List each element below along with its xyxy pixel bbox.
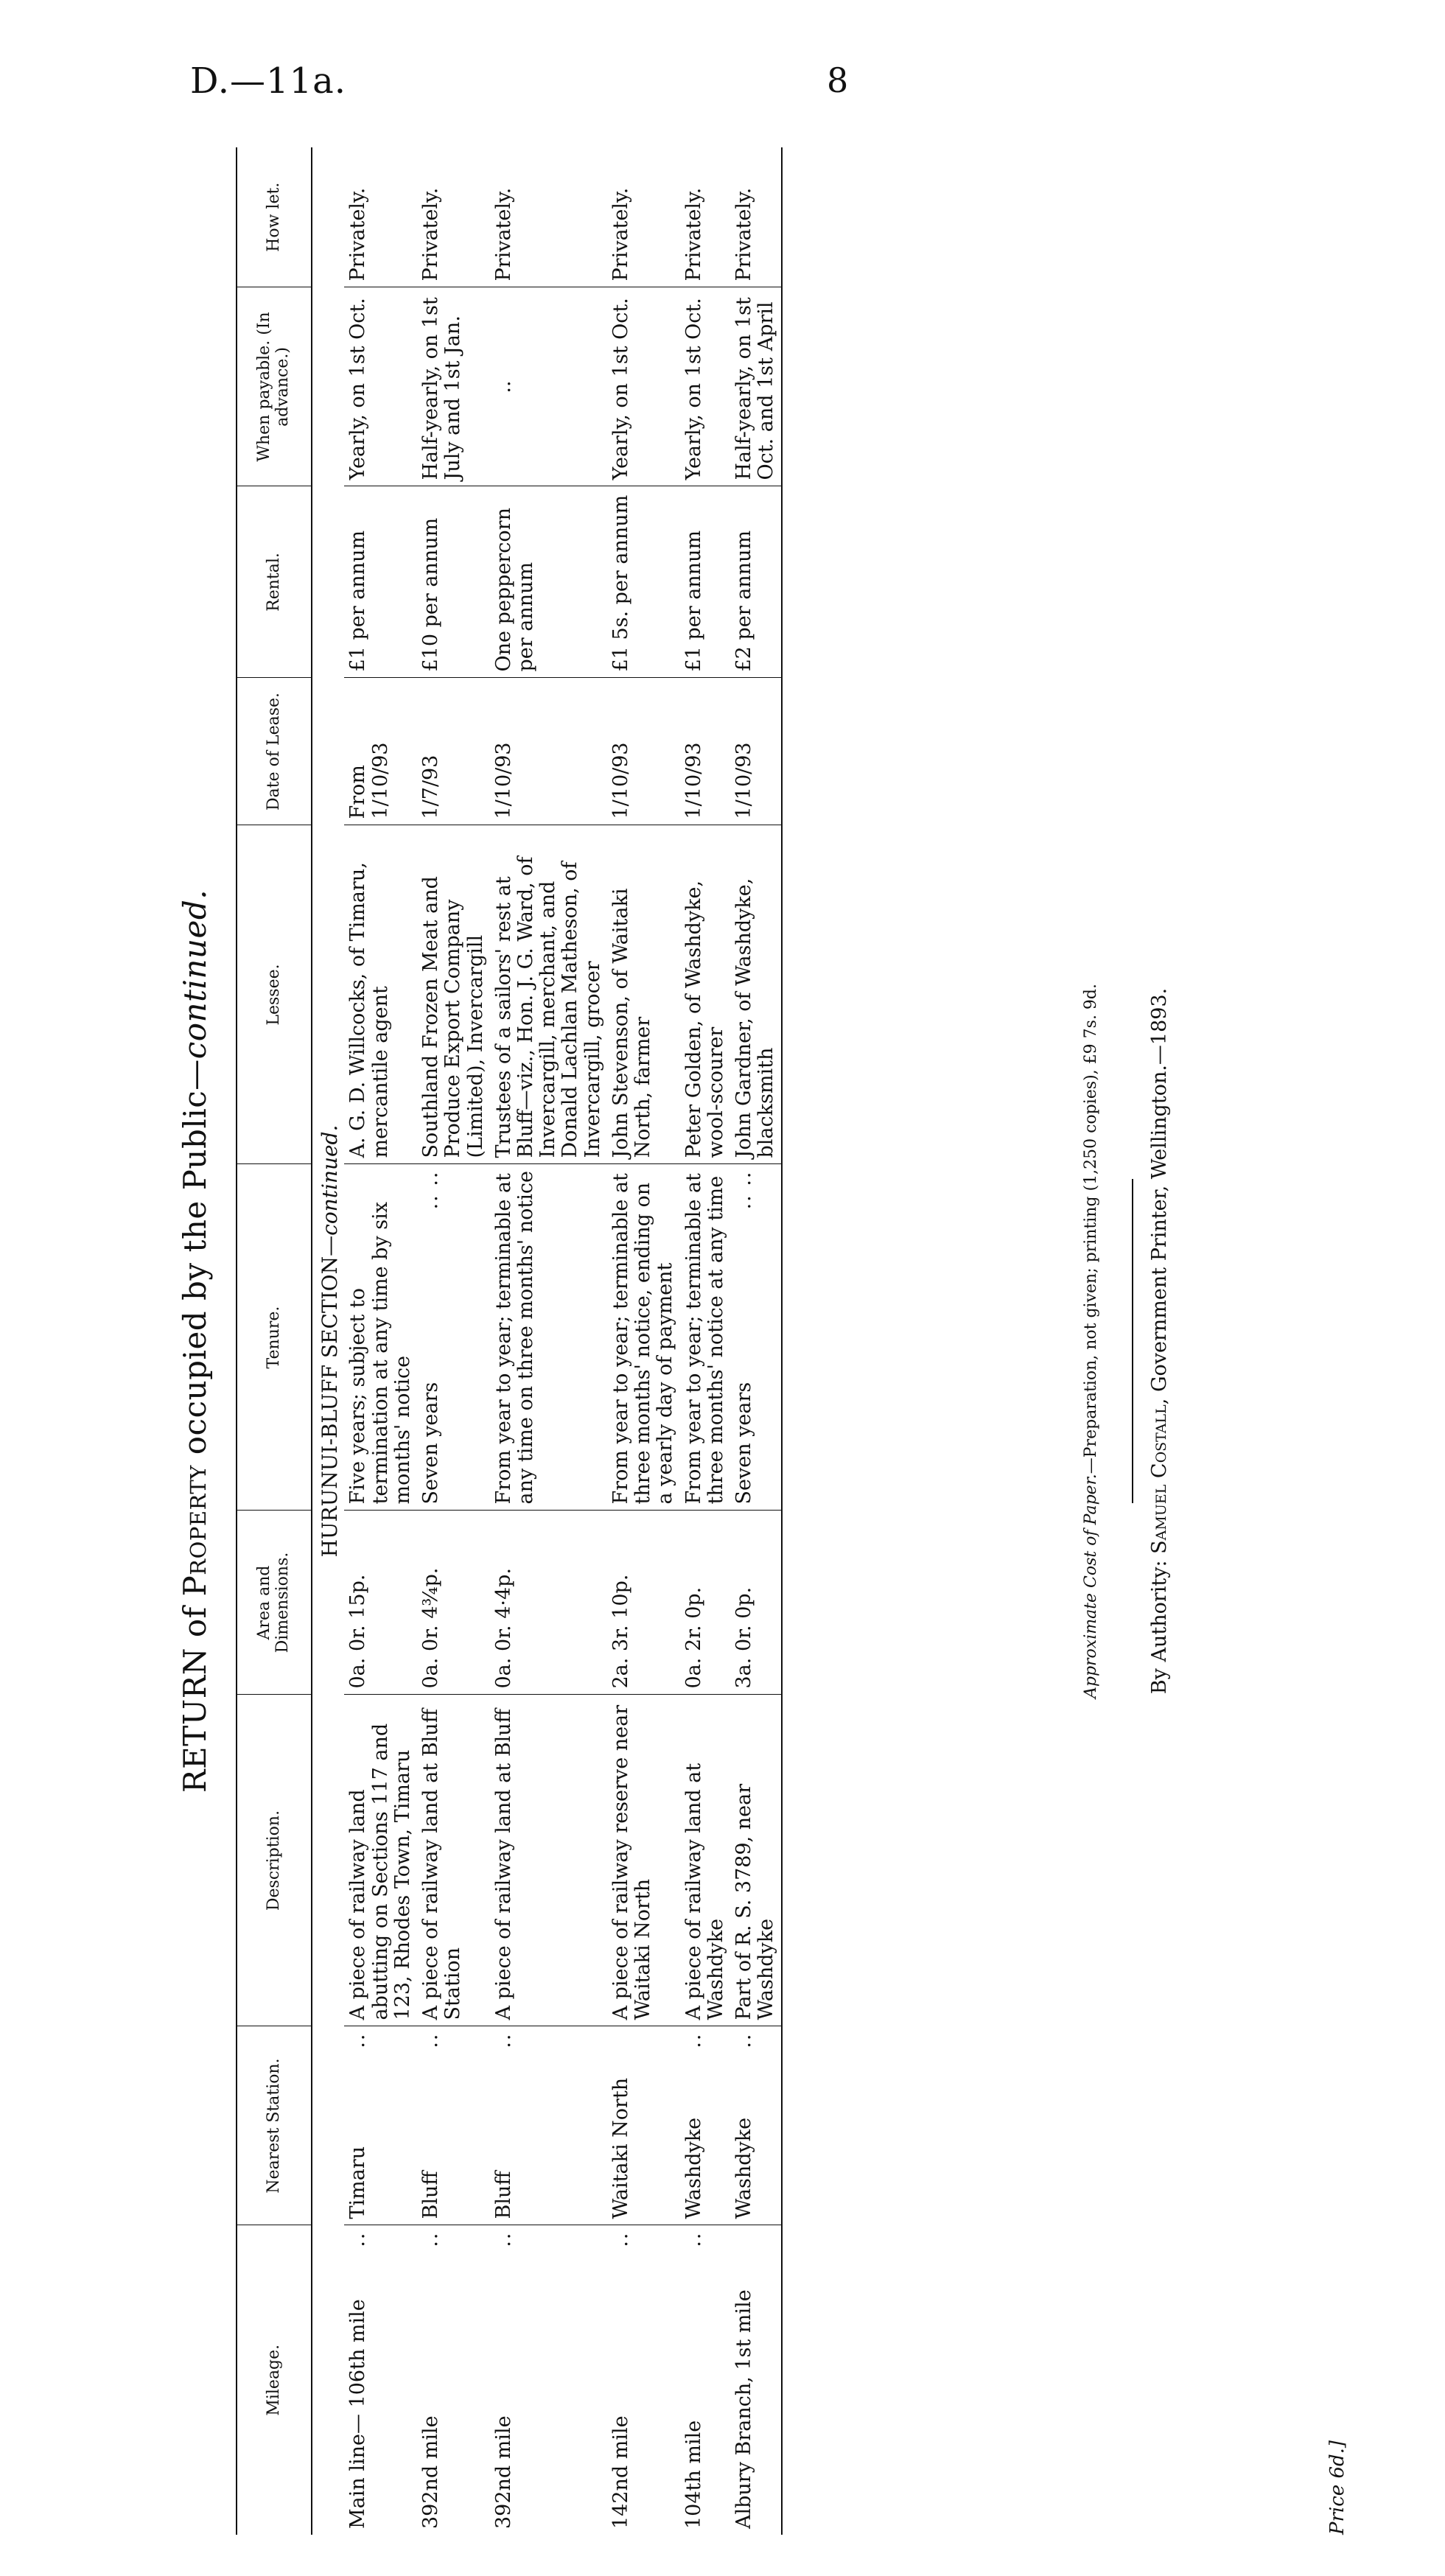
cell-mileage: .. Main line— 106th mile [346,2231,370,2529]
header-date-of-lease: Date of Lease. [237,678,312,825]
cell-station: .. Washdyke [730,2026,781,2225]
cost-text: —Preparation, not given; printing (1,250 copies), £9 7s. 9d. [1082,983,1100,1474]
cell-how-let: Privately. [417,147,490,287]
cell-date: 1/7/93 [417,678,490,825]
cell-tenure: Five years; subject to termination at any time by six months' notice [344,1164,417,1511]
authority-suffix: , Government Printer, Wellington.—1893. [1148,987,1171,1405]
cell-tenure: From year to year; terminable at three months' notice, ending on a yearly day of payment [607,1164,680,1511]
table-header-row [237,147,312,2535]
table-row [490,147,607,2535]
cell-when-payable: Yearly, on 1st Oct. [344,287,417,486]
section-heading-row [312,147,344,2535]
cell-description: A piece of railway reserve near Waitaki North [607,1695,680,2026]
cell-date: 1/10/93 [680,678,730,825]
cell-tenure: From year to year; terminable at any time on three months' notice [490,1164,607,1511]
cell-when-payable: .. [490,287,607,486]
section-heading [312,147,344,2535]
cell-lessee: Trustees of a sailors' rest at Bluff—viz., Hon. J. G. Ward, of Invercargill, merchant, and Donald Lachlan Matheson, of Invercargill, grocer [490,825,607,1164]
section-continued: continued. [318,1124,342,1236]
table-row [344,147,417,2535]
header-tenure: Tenure. [237,1164,312,1511]
page-number: 8 [827,60,849,100]
cell-area: 0a. 0r. 4·4p. [490,1511,607,1695]
cell-mileage: Albury Branch, 1st mile [730,2225,781,2535]
cell-lessee: John Gardner, of Washdyke, blacksmith [730,825,781,1164]
cell-area: 0a. 0r. 4¾p. [417,1511,490,1695]
cell-lessee: A. G. D. Willcocks, of Timaru, mercantile agent [344,825,417,1164]
cell-station: .. Timaru [344,2026,417,2225]
header-rental: Rental. [237,486,312,678]
printer-authority [1148,147,1171,2535]
cell-station: .. Bluff [490,2026,607,2225]
cell-mileage: .. 392nd mile [419,2231,443,2529]
cell-area: 0a. 0r. 15p. [344,1511,417,1695]
header-description: Description. [237,1695,312,2026]
cell-rental: £10 per annum [417,486,490,678]
cell-tenure: .. .. Seven years [730,1164,781,1511]
cell-how-let: Privately. [730,147,781,287]
cell-rental: £1 5s. per annum [607,486,680,678]
cell-description: A piece of railway land at Bluff Station [417,1695,490,2026]
cell-rental: £2 per annum [730,486,781,678]
cell-how-let: Privately. [344,147,417,287]
cell-tenure: From year to year; terminable at three months' notice at any time [680,1164,730,1511]
header-when-payable: When payable. (In advance.) [237,287,312,486]
cell-area: 0a. 2r. 0p. [680,1511,730,1695]
table-row [417,147,490,2535]
section-title: HURUNUI-BLUFF SECTION— [318,1235,342,1558]
document-code: D.—11a. [190,60,346,102]
cost-label: Approximate Cost of Paper. [1082,1474,1100,1699]
cell-how-let: Privately. [607,147,680,287]
cell-when-payable: Half-yearly, on 1st July and 1st Jan. [417,287,490,486]
cell-description: A piece of railway land abutting on Sections 117 and 123, Rhodes Town, Timaru [344,1695,417,2026]
cell-area: 3a. 0r. 0p. [730,1511,781,1695]
divider-rule [1132,1179,1133,1503]
title-property-word: Property [177,1465,213,1597]
approximate-cost-note [1082,147,1100,2535]
cell-area: 2a. 3r. 10p. [607,1511,680,1695]
header-lessee: Lessee. [237,825,312,1164]
return-title [177,147,213,2535]
cell-station: Waitaki North [607,2026,680,2225]
table-row [680,147,730,2535]
printer-name: Samuel Costall [1148,1404,1171,1554]
title-continued: continued. [177,889,213,1060]
cell-date: 1/10/93 [490,678,607,825]
cell-when-payable: Yearly, on 1st Oct. [680,287,730,486]
cell-rental: £1 per annum [680,486,730,678]
authority-prefix: By Authority: [1148,1553,1171,1695]
header-nearest-station: Nearest Station. [237,2026,312,2225]
price-note: Price 6d.] [1326,2440,1348,2535]
cell-how-let: Privately. [680,147,730,287]
cell-station: .. Washdyke [680,2026,730,2225]
header-mileage: Mileage. [237,2225,312,2535]
cell-description: Part of R. S. 3789, near Washdyke [730,1695,781,2026]
cell-mileage: .. 392nd mile [491,2231,515,2529]
cell-lessee: Peter Golden, of Washdyke, wool-scourer [680,825,730,1164]
table-row [730,147,781,2535]
cell-lessee: Southland Frozen Meat and Produce Export Company (Limited), Invercargill [417,825,490,1164]
cell-description: A piece of railway land at Bluff [490,1695,607,2026]
cell-description: A piece of railway land at Washdyke [680,1695,730,2026]
header-how-let: How let. [237,147,312,287]
cell-rental: £1 per annum [344,486,417,678]
title-prefix: RETURN of [177,1596,213,1793]
property-return-table [236,147,783,2535]
cell-lessee: John Stevenson, of Waitaki North, farmer [607,825,680,1164]
cell-date: 1/10/93 [607,678,680,825]
header-area: Area and Dimensions. [237,1511,312,1695]
cell-date: From 1/10/93 [344,678,417,825]
rotated-page-content [177,147,1348,2535]
title-middle: occupied by the Public— [177,1059,213,1466]
cell-when-payable: Yearly, on 1st Oct. [607,287,680,486]
cell-when-payable: Half-yearly, on 1st Oct. and 1st April [730,287,781,486]
cell-tenure: .. .. Seven years [417,1164,490,1511]
table-row [607,147,680,2535]
cell-mileage: .. 142nd mile [609,2231,632,2529]
cell-date: 1/10/93 [730,678,781,825]
cell-how-let: Privately. [490,147,607,287]
cell-rental: One peppercorn per annum [490,486,607,678]
cell-mileage: .. 104th mile [682,2231,705,2529]
cell-station: .. Bluff [417,2026,490,2225]
